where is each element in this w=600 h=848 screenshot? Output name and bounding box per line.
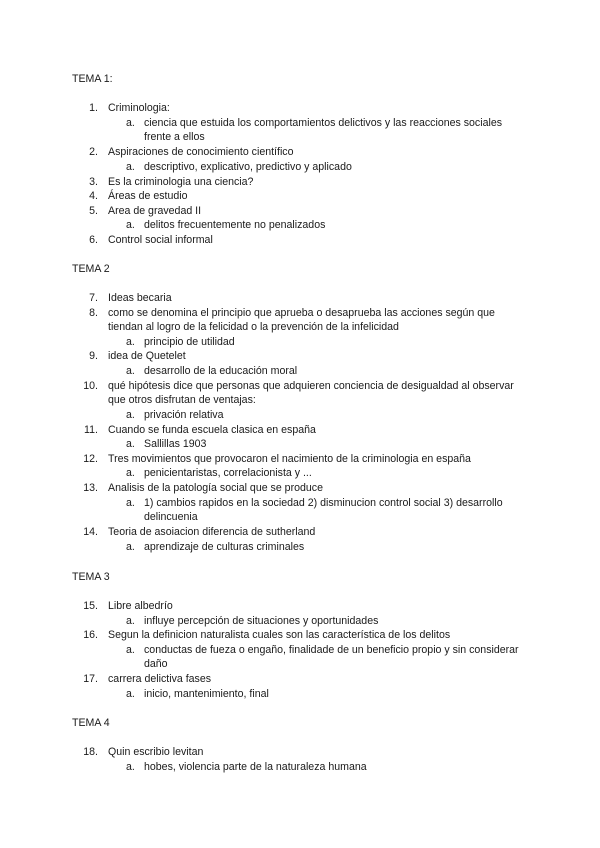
item-number: 2. (89, 146, 98, 158)
item-text: Criminologia: (108, 102, 170, 114)
sub-item-text: privación relativa (144, 409, 224, 421)
item-number: 18. (83, 746, 98, 758)
item-text: como se denomina el principio que aprueba o desaprueba las acciones según que tiendan al logro de la felicidad o la prevención de la infelicidad (108, 307, 495, 334)
sub-item-text: penicientaristas, correlacionista y ... (144, 467, 312, 479)
item-text: Ideas becaria (108, 292, 172, 304)
item-text: Aspiraciones de conocimiento científico (108, 146, 294, 158)
section-title-tema-3: TEMA 3 (72, 571, 110, 583)
sub-item-letter: a. (126, 761, 135, 773)
item-number: 6. (89, 234, 98, 246)
sub-item-text: descriptivo, explicativo, predictivo y aplicado (144, 161, 352, 173)
sub-item-letter: a. (126, 497, 135, 509)
sub-item-text: conductas de fueza o engaño, finalidade de un beneficio propio y sin considerar daño (144, 644, 519, 671)
item-text: Control social informal (108, 234, 213, 246)
sub-item-letter: a. (126, 409, 135, 421)
item-number: 15. (83, 600, 98, 612)
sub-item-letter: a. (126, 644, 135, 656)
sub-item-text: influye percepción de situaciones y oportunidades (144, 615, 379, 627)
sub-item-letter: a. (126, 467, 135, 479)
item-text: idea de Quetelet (108, 350, 186, 362)
sub-item-letter: a. (126, 336, 135, 348)
sub-item-text: delitos frecuentemente no penalizados (144, 219, 326, 231)
item-number: 14. (83, 526, 98, 538)
sub-item-text: ciencia que estuida los comportamientos delictivos y las reacciones sociales frente a ellos (144, 117, 503, 144)
item-number: 10. (83, 380, 98, 392)
sub-item-text: 1) cambios rapidos en la sociedad 2) disminucion control social 3) desarrollo delincuenia (144, 497, 503, 524)
item-number: 5. (89, 205, 98, 217)
sub-item-text: Sallillas 1903 (144, 438, 207, 450)
item-number: 4. (89, 190, 98, 202)
item-number: 17. (83, 673, 98, 685)
item-text: Segun la definicion naturalista cuales son las característica de los delitos (108, 629, 451, 641)
sub-item-letter: a. (126, 117, 135, 129)
sub-item-letter: a. (126, 688, 135, 700)
item-text: Cuando se funda escuela clasica en españa (108, 424, 316, 436)
item-text: Es la criminologia una ciencia? (108, 176, 254, 188)
item-number: 9. (89, 350, 98, 362)
item-number: 8. (89, 307, 98, 319)
section-title-tema-2: TEMA 2 (72, 263, 110, 275)
sub-item-text: desarrollo de la educación moral (144, 365, 298, 377)
sub-item-letter: a. (126, 161, 135, 173)
item-number: 12. (83, 453, 98, 465)
item-text: Tres movimientos que provocaron el nacimiento de la criminologia en españa (108, 453, 471, 465)
sub-item-letter: a. (126, 541, 135, 553)
sub-item-letter: a. (126, 438, 135, 450)
sub-item-letter: a. (126, 615, 135, 627)
section-title-tema-1: TEMA 1: (72, 73, 113, 85)
sub-item-text: hobes, violencia parte de la naturaleza humana (144, 761, 367, 773)
sub-item-letter: a. (126, 219, 135, 231)
section-title-tema-4: TEMA 4 (72, 717, 110, 729)
item-text: carrera delictiva fases (108, 673, 212, 685)
item-text: Libre albedrío (108, 600, 173, 612)
item-text: qué hipótesis dice que personas que adquieren conciencia de desigualdad al observar que otros disfrutan de ventajas: (108, 380, 514, 407)
item-text: Áreas de estudio (108, 190, 188, 202)
item-number: 11. (84, 424, 98, 436)
item-number: 1. (89, 102, 98, 114)
item-text: Area de gravedad II (108, 205, 202, 217)
item-text: Analisis de la patología social que se produce (108, 482, 323, 494)
sub-item-text: principio de utilidad (144, 336, 235, 348)
item-number: 16. (83, 629, 98, 641)
item-number: 13. (83, 482, 98, 494)
sub-item-letter: a. (126, 365, 135, 377)
sub-item-text: aprendizaje de culturas criminales (144, 541, 305, 553)
item-number: 7. (89, 292, 98, 304)
item-number: 3. (89, 176, 98, 188)
item-text: Teoria de asoiacion diferencia de sutherland (108, 526, 316, 538)
item-text: Quin escribio levitan (108, 746, 204, 758)
sub-item-text: inicio, mantenimiento, final (144, 688, 269, 700)
